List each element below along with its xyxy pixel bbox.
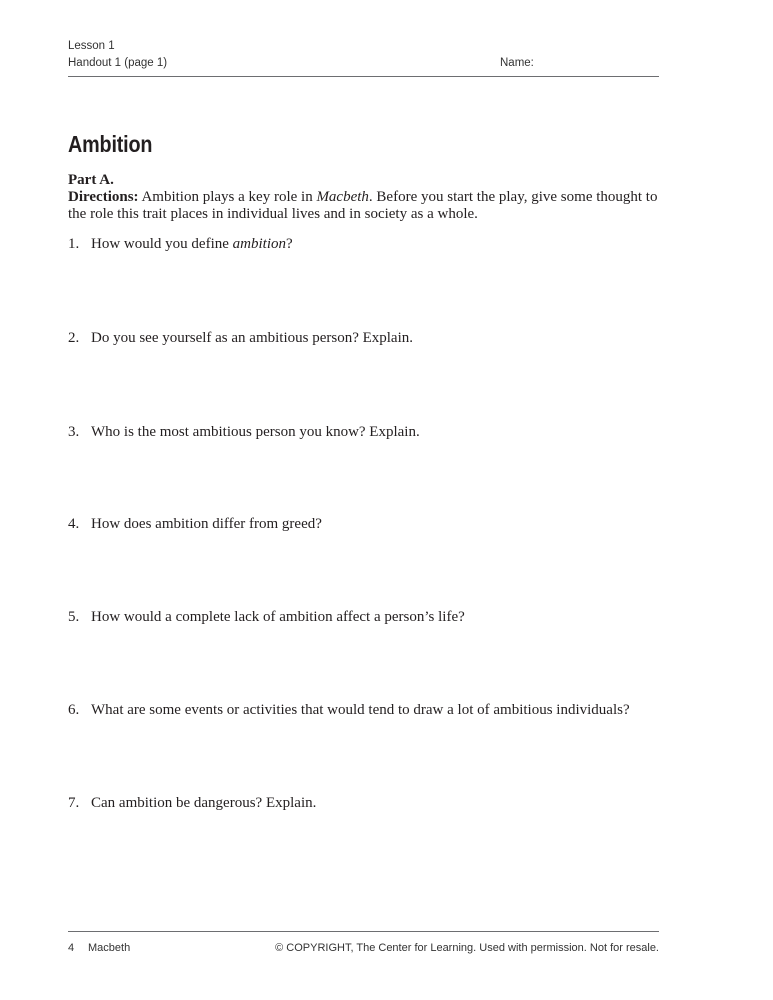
directions-text-2: . Before you start the play, give some thought to the role this trait places in individual lives and in society as a whole. (68, 189, 658, 222)
question-7 (68, 795, 316, 812)
question-text-end: ? (286, 236, 293, 252)
question-number: 3. (68, 424, 80, 440)
handout-label: Handout 1 (page 1) (68, 57, 168, 69)
question-number: 6. (68, 702, 80, 718)
question-text: How would a complete lack of ambition affect a person’s life? (91, 609, 465, 625)
question-2 (68, 330, 413, 347)
question-text: Do you see yourself as an ambitious person? Explain. (91, 330, 414, 346)
question-text: How would you define (91, 236, 233, 252)
footer-divider (68, 931, 659, 932)
lesson-label: Lesson 1 (68, 40, 115, 52)
question-number: 4. (68, 516, 80, 532)
part-label: Part A. (68, 172, 114, 188)
directions (68, 189, 668, 223)
question-number: 1. (68, 236, 80, 252)
question-1 (68, 236, 293, 253)
question-text: Who is the most ambitious person you know? Explain. (91, 424, 420, 440)
header-divider (68, 76, 659, 77)
question-3 (68, 424, 420, 441)
question-text: How does ambition differ from greed? (91, 516, 322, 532)
question-text: Can ambition be dangerous? Explain. (91, 795, 317, 811)
page-title: Ambition (68, 131, 153, 157)
question-number: 2. (68, 330, 80, 346)
question-number: 7. (68, 795, 80, 811)
directions-text-1: Ambition plays a key role in (138, 189, 317, 205)
question-text: What are some events or activities that would tend to draw a lot of ambitious individuals? (91, 702, 630, 718)
question-4 (68, 516, 322, 533)
question-italic: ambition (232, 236, 286, 252)
name-label: Name: (500, 57, 534, 69)
question-6 (68, 702, 630, 719)
directions-italic: Macbeth (316, 189, 369, 205)
copyright-notice: © COPYRIGHT, The Center for Learning. Used with permission. Not for resale. (275, 942, 659, 954)
question-5 (68, 609, 465, 626)
question-number: 5. (68, 609, 80, 625)
page-number: 4 (68, 942, 75, 954)
directions-label: Directions: (68, 189, 139, 205)
book-title: Macbeth (88, 942, 131, 954)
